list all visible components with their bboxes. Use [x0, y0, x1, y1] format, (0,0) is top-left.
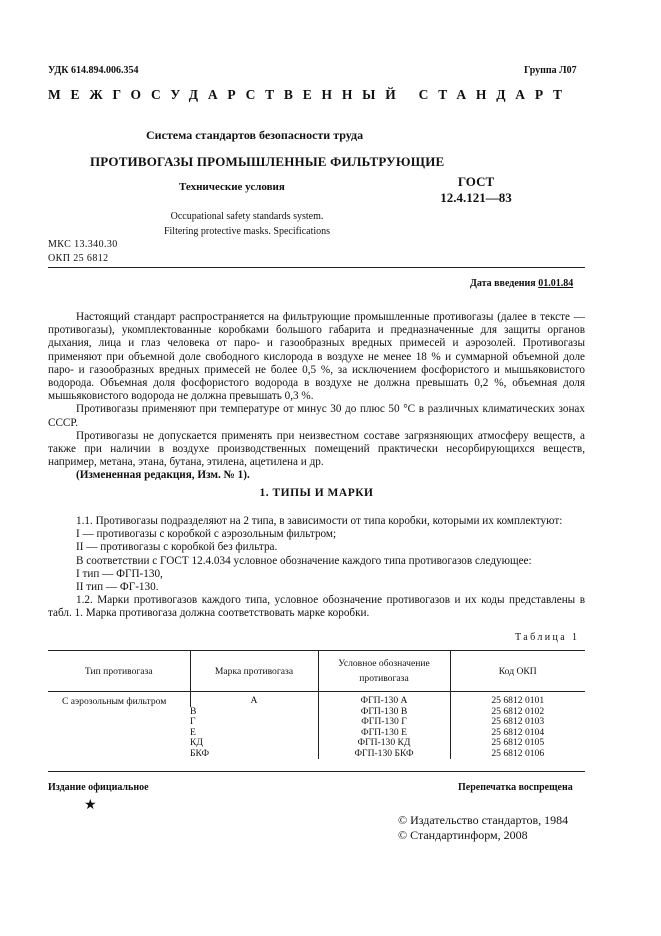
type-1-designation: I тип — ФГП-130, [76, 567, 163, 580]
english-title [148, 209, 346, 239]
okp-cell: 25 6812 0103 [450, 717, 585, 728]
scope-paragraph: Настоящий стандарт распространяется на фильтрующие промышленные противогазы (далее в тексте — противогазы), укомплектованные коробками большого габарита и предназначенные для защиты органов дыхания, лица и глаз человека от паро- и газообразных вредных примесей и аэрозолей. Противогазы применяют при объемной доле свободного кислорода в воздухе не менее 18 % и суммарной объемной доле паро- и газообразных вредных примесей не более 0,5 %, за исключением фосфористого и мышьяковистого водорода. Объемная доля фосфористого водорода в воздухе не должна превышать 0,2 %, объемная доля мышьяковистого водорода не должна превышать 0,3 %. [48, 311, 585, 403]
intro-date-label: Дата введения [470, 278, 536, 289]
english-title-line1: Occupational safety standards system. [170, 211, 324, 222]
brand-cell: В [190, 705, 197, 717]
group-code: Группа Л07 [524, 65, 577, 76]
header-brand: Марка противогаза [190, 651, 318, 692]
table-header-row [48, 651, 585, 692]
brand-cell: А [190, 692, 318, 707]
intro-date-value: 01.01.84 [538, 278, 574, 289]
standard-type-heading: МЕЖГОСУДАРСТВЕННЫЙ СТАНДАРТ [48, 87, 572, 102]
type-2-description: II — противогазы с коробкой без фильтра. [76, 541, 278, 554]
subtitle: Технические условия [179, 181, 285, 193]
okp-cell: 25 6812 0102 [450, 707, 585, 718]
gost-code: 12.4.121—83 [440, 190, 512, 205]
section-body [48, 515, 585, 621]
top-rule [48, 267, 585, 268]
udk-code: УДК 614.894.006.354 [48, 65, 139, 76]
mks-code: МКС 13.340.30 [48, 239, 118, 250]
designation-cell: ФГП-130 Г [318, 717, 450, 728]
clause-1-2: 1.2. Марки противогазов каждого типа, условное обозначение противогазов и их коды представлены в табл. 1. Марка противогаза должна соответствовать марке коробки. [48, 594, 585, 620]
temperature-paragraph: Противогазы применяют при температуре от минус 30 до плюс 50 °С в различных климатических зонах СССР. [48, 403, 585, 429]
table-caption: Таблица 1 [515, 632, 580, 643]
copyright-block [398, 813, 568, 843]
type-2-designation: II тип — ФГ-130. [76, 581, 159, 594]
type-cell-text: С аэрозольным фильтром [62, 696, 167, 707]
footer-rule [48, 771, 585, 772]
star-icon: ★ [84, 798, 97, 813]
okp-code: ОКП 25 6812 [48, 253, 109, 264]
copyright-1984: © Издательство стандартов, 1984 [398, 813, 569, 827]
type-cell [48, 692, 190, 760]
section-title: 1. ТИПЫ И МАРКИ [259, 487, 374, 499]
gost-label: ГОСТ [457, 174, 495, 189]
okp-cell: 25 6812 0106 [450, 749, 585, 760]
designation-cell: ФГП-130 А [318, 692, 450, 707]
gost-number [416, 174, 536, 206]
english-title-line2: Filtering protective masks. Specifications [163, 226, 331, 237]
table-row [48, 692, 585, 707]
brand-cell: КД [190, 737, 203, 748]
main-title: ПРОТИВОГАЗЫ ПРОМЫШЛЕННЫЕ ФИЛЬТРУЮЩИЕ [90, 154, 445, 169]
official-edition: Издание официальное [48, 782, 149, 793]
header-designation [318, 651, 450, 692]
header-type: Тип противогаза [48, 651, 190, 692]
type-1-description: I — противогазы с коробкой с аэрозольным фильтром; [76, 528, 337, 541]
intro-date [470, 278, 573, 289]
brand-cell: Е [190, 726, 196, 738]
okp-cell: 25 6812 0104 [450, 728, 585, 739]
reprint-prohibited: Перепечатка воспрещена [458, 782, 573, 793]
header-okp-code: Код ОКП [450, 651, 585, 692]
designation-cell: ФГП-130 В [318, 707, 450, 718]
amendment-note: (Измененная редакция, Изм. № 1). [76, 469, 250, 482]
header-designation-text: Условное обозначение противогаза [338, 658, 430, 684]
copyright-2008: © Стандартинформ, 2008 [398, 828, 528, 842]
brand-cell: БКФ [190, 747, 210, 759]
designation-cell: ФГП-130 Е [318, 728, 450, 739]
system-title: Система стандартов безопасности труда [146, 128, 364, 142]
designation-cell: ФГП-130 КД [318, 738, 450, 749]
restriction-paragraph: Противогазы не допускается применять при неизвестном составе загрязняющих атмосферу веществ, а также при наличии в воздухе производственных помещений практически несорбирующихся веществ, например, метана, этана, бутана, этилена, ацетилена и др. [48, 429, 585, 469]
clause-1-1: 1.1. Противогазы подразделяют на 2 типа, в зависимости от типа коробки, которыми их комплектуют: [76, 515, 563, 527]
brand-cell: Г [190, 716, 196, 727]
okp-cell: 25 6812 0101 [450, 692, 585, 707]
body-text [48, 311, 585, 483]
designation-intro: В соответствии с ГОСТ 12.4.034 условное обозначение каждого типа противогазов следующее: [76, 554, 532, 567]
okp-cell: 25 6812 0105 [450, 738, 585, 749]
brands-table [48, 650, 585, 759]
designation-cell: ФГП-130 БКФ [318, 749, 450, 760]
classification-codes [48, 238, 118, 266]
